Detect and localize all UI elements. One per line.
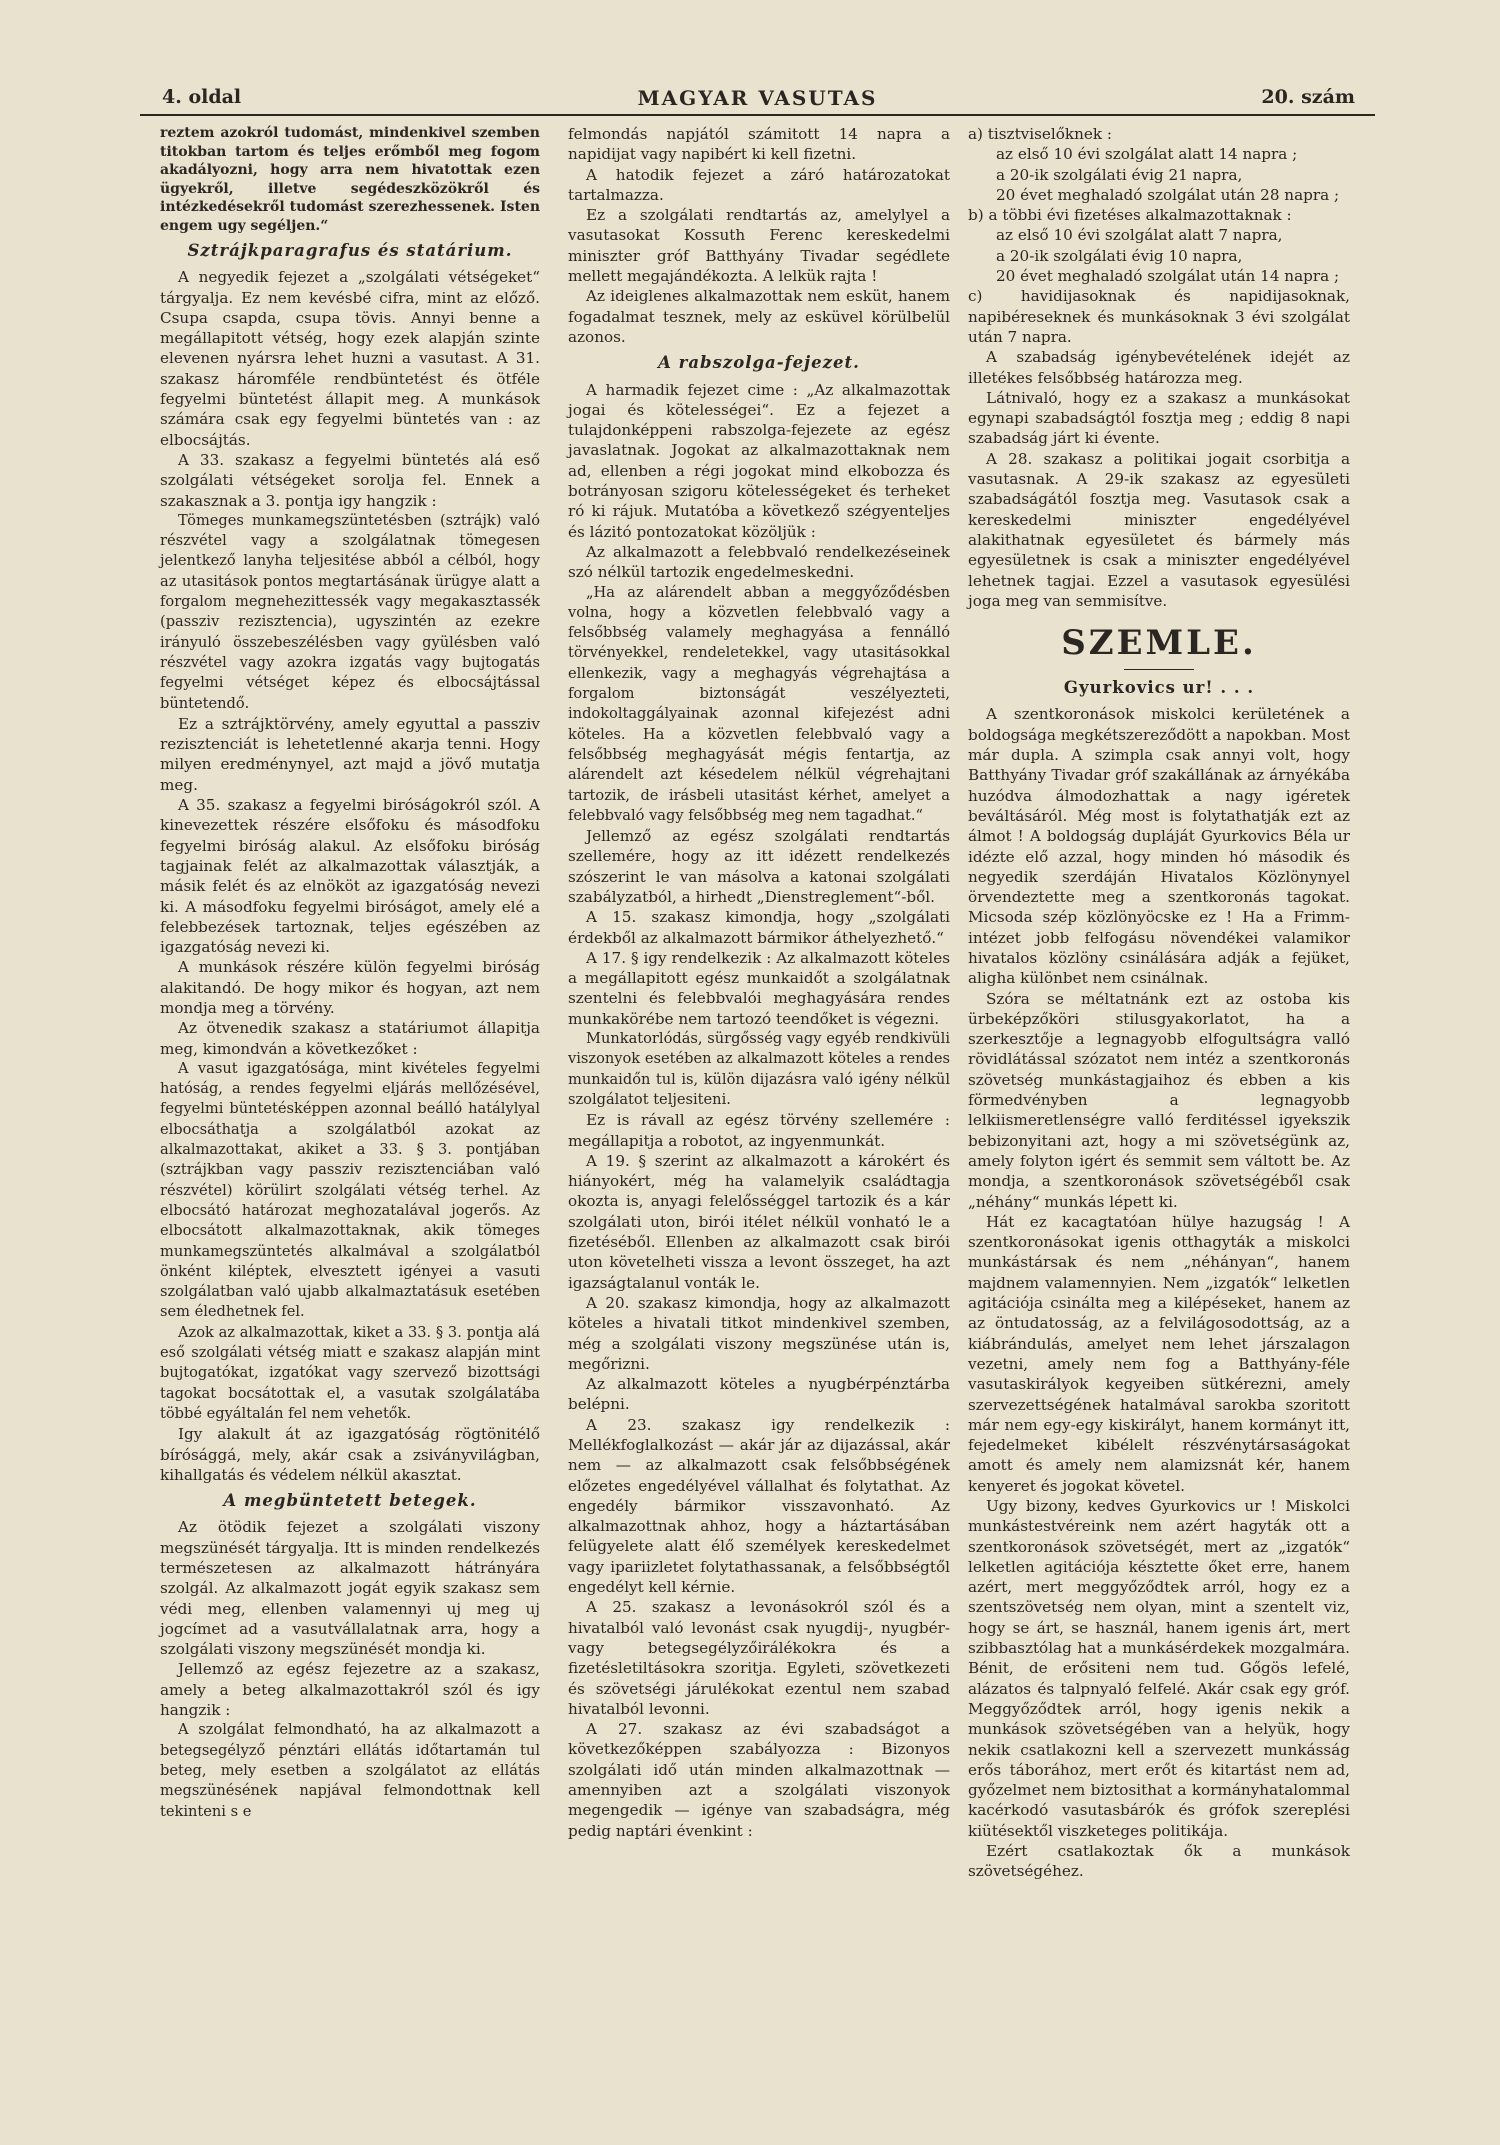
paragraph: A 25. szakasz a levonásokról szól és a hivatalból való levonást csak nyugdij-, nyugbér- vagy betegsegélyzőirálékokra és a fizetésletiltásokra szoritja. Egyleti, szövetkezeti és szövetségi járulékokat ezentul nem szabad hivatalból levonni. [568,1598,950,1718]
paragraph: Az ötödik fejezet a szolgálati viszony megszünését tárgyalja. Itt is minden rendelkezés természetesen az alkalmazott hátrányára szolgál. Az alkalmazott jogát egyik szakasz sem védi meg, ellenben valamennyi uj meg uj jogcímet ad a vasutvállalatnak arra, hogy a szolgálati viszony megszünését mondja ki. [160,1518,540,1659]
paragraph: A harmadik fejezet cime : „Az alkalmazottak jogai és kötelességei“. Ez a fejezet a tulajdonképpeni rabszolga-fejezete az egész javaslatnak. Jogokat az alkalmazottaknak nem ad, ellenben a régi jogokat mind elkobozza és botrányosan szigoru kötelességeket és terheket ró ki rájuk. Mutatóba a következő szégyenteljes és lázitó pontozatokat közöljük : [568,380,950,541]
quoted-paragraph: Azok az alkalmazottak, kiket a 33. § 3. pontja alá eső szolgálati vétség miatt e szakasz alapján mint bujtogatókat, izgatókat vagy szervező bizottsági tagokat bocsátottak el, a vasutak szolgálatába többé egyáltalán fel nem vehetők. [160,1323,540,1422]
paragraph: A szentkoronások miskolci kerületének a boldogsága megkétszereződött a napokban. Most már dupla. A szimpla csak annyi volt, hogy Batthyány Tivadar gróf szakállának az árnyékába huzódva álmodozhattak a nagy igéretek beváltásáról. Még most is folytathatják ezt az álmot ! A boldogság dupláját Gyurkovics Béla ur idézte elő azzal, hogy minden hó második és negyedik szerdáján Hivatalos Közlönynyel örvendeztette meg a szentkoronás tagokat. Micsoda szép közlönyöcske ez ! Ha a Frimm-intézet jobb felfogásu növendékei valamikor hivatalos közlöny csinálására adják a fejüket, aligha különbet nem csinálnak. [968,705,1350,988]
paragraph: felmondás napjától számitott 14 napra a napidijat vagy napibért ki kell fizetni. [568,125,950,164]
paragraph: A 23. szakasz igy rendelkezik : Mellékfoglalkozást — akár jár az dijazással, akár nem — az alkalmazott csak felsőbbségének előzetes engedélyével vállalhat és folytathat. Az engedély bármikor visszavonható. Az alkalmazottnak ahhoz, hogy a háztartásában felügyelete alatt élő személyek kereskedelmet vagy ipariizletet folytathassanak, a felsőbbségtől engedélyt kell kérnie. [568,1415,950,1597]
paragraph: A 17. § igy rendelkezik : Az alkalmazott köteles a megállapitott egész munkaidőt a szolgálatnak szentelni és felebbvalói meghagyására rendes munkakörébe nem tartozó teendőket is végezni. [568,948,950,1028]
column-2 [568,124,950,1841]
paragraph: Ez a szolgálati rendtartás az, amelylyel a vasutasokat Kossuth Ferenc kereskedelmi miniszter gróf Batthyány Tivadar segédlete mellett megajándékozta. A lelkük rajta ! [568,206,950,286]
quoted-paragraph: „Ha az alárendelt abban a meggyőződésben volna, hogy a közvetlen felebbvaló vagy a felsőbbség valamely meghagyása a fennálló törvényekkel, rendeletekkel, vagy utasitásokkal ellenkezik, vagy a meghagyás végrehajtása a forgalom biztonságát veszélyezteti, indokoltaggályainak azonnal kifejezést adni köteles. Ha a közvetlen felebbvaló vagy a felsőbbség meghagyását mégis fentartja, az alárendelt azt késedelem nélkül végrehajtani tartozik, de irásbeli utasitást kérhet, amelyet a felebbvaló vagy felsőbbség meg nem tagadhat.“ [568,583,950,824]
paragraph: Szóra se méltatnánk ezt az ostoba kis ürbeképzőköri stilusgyakorlatot, ha a szerkesztője a legnagyobb elfogultságra valló rövidlátással szózatot nem intéz a szentkoronás szövetség munkástagjaihoz és ebben a kis förmedvényben a legnagyobb lelkiismeretlenségre valló ferditéssel igyekszik bebizonyitani azt, hogy a mi szövetségünk az, amely folyton igért és semmit sem váltott be. Az mondja, a szentkoronások szövetségéből csak „néhány“ munkás lépett ki. [968,989,1350,1211]
paragraph: A szabadság igénybevételének idejét az illetékes felsőbbség határozza meg. [968,348,1350,387]
list-item: az első 10 évi szolgálat alatt 14 napra ; [996,145,1298,164]
divider [1124,669,1194,670]
paragraph: A 33. szakasz a fegyelmi büntetés alá eső szolgálati vétségeket sorolja fel. Ennek a szakasznak a 3. pontja igy hangzik : [160,450,540,510]
quoted-paragraph: Tömeges munkamegszüntetésben (sztrájk) való részvétel vagy a szolgálatnak tömegesen jelentkező lanyha teljesitése abból a célból, hogy az utasitások pontos megtartásának ürügye alatt a forgalom megnehezittessék vagy megakasztassék (passziv rezisztencia), ugyszintén az ezekre irányuló összebeszélésben vagy gyülésben való részvétel vagy azokra izgatás vagy bujtogatás fegyelmi vétséget képez és elbocsájtással büntetendő. [160,511,540,712]
paragraph: Az alkalmazott köteles a nyugbérpénztárba belépni. [568,1375,950,1414]
paragraph: Hát ez kacagtatóan hülye hazugság ! A szentkoronásokat igenis otthagyták a miskolci munkástársak és nem „néhányan“, hanem majdnem valamennyien. Nem „izgatók“ lelketlen agitációja csinálta meg a kilépéseket, hanem az az öntudatosság, az a felvilágosodottság, az a kiábrándulás, amelyet nem lehet járszalagon vezetni, amely nem fog a Batthyány-féle vasutaskirályok kegyeiben sütkérezni, amely szervezettségének hatalmával sarokba szoritott már nem egy-egy kiskirályt, hanem kormányt itt, fejedelmeket kibélelt részvénytársaságokat amott és amely nem alamizsnát kér, hanem kenyeret és jogokat követel. [968,1212,1350,1495]
quoted-paragraph: Munkatorlódás, sürgősség vagy egyéb rendkivüli viszonyok esetében az alkalmazott köteles a rendes munkaidőn tul is, külön dijazásra való igény nélkül szolgálatot teljesiteni. [568,1030,950,1108]
paragraph: A 19. § szerint az alkalmazott a károkért és hiányokért, még ha valamelyik családtagja okozta is, anyagi felelősséggel tartozik és a kár szolgálati uton, birói itélet nélkül vonható le a fizetéséből. Ellenben az alkalmazott csak birói uton követelheti vissza a levont összeget, ha azt igazságtalanul vonták le. [568,1151,950,1292]
section-heading: Sztrájkparagrafus és statárium. [187,241,513,260]
masthead-title: MAGYAR VASUTAS [637,86,878,110]
paragraph: A negyedik fejezet a „szolgálati vétségeket“ tárgyalja. Ez nem kevésbé cifra, mint az előző. Csupa csapda, csupa tövis. Annyi benne a megállapitott vétség, hogy ezek alapján szinte elevenen nyársra lehet huzni a vasutast. A 31. szakasz háromféle rendbüntetést és ötféle fegyelmi büntetést állapit meg. A munkások számára csak egy fegyelmi büntetés van : az elbocsájtás. [160,268,540,449]
paragraph: A 27. szakasz az évi szabadságot a következőképpen szabályozza : Bizonyos szolgálati idő után minden alkalmazottnak — amennyiben azt a szolgálati viszonyok megengedik — igénye van szabadságra, még pedig naptári évenkint : [568,1720,950,1840]
paragraph: A 28. szakasz a politikai jogait csorbitja a vasutasnak. A 29-ik szakasz az egyesületi szabadságától fosztja meg. Vasutasok csak a kereskedelmi miniszter engedélyével alakithatnak egyesületet és bármely más egyesületnek is csak a miniszter engedélyével lehetnek tagjai. Ezzel a vasutasok egyesülési joga meg van semmisítve. [968,449,1350,610]
paragraph: reztem azokról tudomást, mindenkivel szemben titokban tartom és teljes erőmből meg fogom akadályozni, hogy arra nem hivatottak ezen ügyekről, illetve segédeszközökről és intézkedésekről tudomást szerezhessenek. Isten engem ugy segéljen.“ [160,125,540,234]
list-item: b) a többi évi fizetéses alkalmazottaknak : [968,206,1292,225]
page-number: 4. oldal [162,86,242,108]
section-heading: A megbüntetett betegek. [223,1491,477,1511]
paragraph: Ugy bizony, kedves Gyurkovics ur ! Miskolci munkástestvéreink nem azért hagyták ott a szentkoronások szövetségét, mert az „izgatók“ lelketlen agitációja késztette őket erre, hanem azért, mert meggyőződtek arról, hogy ez a szentszövetség nem olyan, mint a szentelt viz, hogy se árt, se használ, hanem igenis árt, mert szibbasztólag hat a munkásérdekek mozgalmára. Bénit, de erősiteni nem tud. Gőgös lefelé, alázatos és talpnyaló felfelé. Akár csak egy gróf. Meggyőződtek arról, hogy igenis nekik a munkások szövetségében van a helyük, hogy nekik csatlakozni kell a szervezett munkásság erős táborához, mert erőt és kitartást nem ad, győzelmet nem biztosithat a kormányhatalommal kacérkodó vasutasbárók és grófok szereplési kiütésektől viszketeges politikája. [968,1497,1350,1840]
column-1 [160,124,540,1822]
paragraph: A munkások részére külön fegyelmi biróság alakitandó. De hogy mikor és hogyan, azt nem mondja meg a törvény. [160,958,540,1017]
paragraph: Ezért csatlakoztak ők a munkások szövetségéhez. [968,1842,1350,1881]
paragraph: Ez is rávall az egész törvény szellemére : megállapitja a robotot, az ingyenmunkát. [568,1111,950,1150]
article-title: Gyurkovics ur! . . . [1063,678,1255,698]
paragraph: Ez a sztrájktörvény, amely egyuttal a passziv rezisztenciát is lehetetlenné akarja tenni. Hogy milyen eredménynyel, azt majd a jövő mutatja meg. [160,714,540,794]
list-item: a 20-ik szolgálati évig 10 napra, [996,246,1243,265]
issue-number: 20. szám [1261,86,1355,108]
paragraph: Látnivaló, hogy ez a szakasz a munkásokat egynapi szabadságtól fosztja meg ; eddig 8 napi szabadság járt ki évente. [968,388,1350,448]
list-item: az első 10 évi szolgálat alatt 7 napra, [996,226,1283,245]
quoted-paragraph: A vasut igazgatósága, mint kivételes fegyelmi hatóság, a rendes fegyelmi eljárás mellőzésével, fegyelmi büntetésképpen azonnal beálló hatálylyal elbocsáthatja a szolgálatból azokat az alkalmazottakat, akiket a 33. § 3. pontjában (sztrájkban vagy passziv rezisztenciában való részvétel) körülirt szolgálati vétség terhel. Az elbocsátó határozat meghozatalával jogerős. Az elbocsátott alkalmazottaknak, akik tömeges munkamegszüntetés alkalmával a szolgálatból önként kiléptek, elvesztett igényei a vasuti szolgálatban való ujabb alkalmaztatásuk esetében sem éledhetnek fel. [160,1059,540,1321]
paragraph: Az ötvenedik szakasz a statáriumot állapitja meg, kimondván a következőket : [160,1019,540,1058]
paragraph: Jellemző az egész szolgálati rendtartás szellemére, hogy az itt idézett rendelkezés szószerint le van másolva a katonai szolgálati szabályzatból, a hirhedt „Dienstreglement“-ből. [568,827,950,906]
paragraph: A 35. szakasz a fegyelmi biróságokról szól. A kinevezettek részére elsőfoku és másodfoku fegyelmi biróság alakul. Az elsőfoku biróság tagjainak felét az alkalmazottak választják, a másik felét és az elnököt az igazgatóság nevezi ki. A másodfoku fegyelmi biróságot, amely elé a felebbezések tartoznak, teljes egészében az igazgatóság nevezi ki. [160,796,540,957]
section-heading: A rabszolga-fejezet. [658,353,860,373]
list-item: a) tisztviselőknek : [968,125,1113,143]
paragraph: A 15. szakasz kimondja, hogy „szolgálati érdekből az alkalmazott bármikor áthelyezhető.“ [568,908,950,947]
paragraph: Az alkalmazott a felebbvaló rendelkezéseinek szó nélkül tartozik engedelmeskedni. [568,542,950,582]
page-header [140,84,1375,116]
list-item: 20 évet meghaladó szolgálat után 14 napra ; [996,267,1340,286]
column-3 [968,124,1350,1882]
paragraph: Jellemző az egész fejezetre az a szakasz, amely a beteg alkalmazottakról szól és igy hangzik : [160,1660,540,1720]
list-item: 20 évet meghaladó szolgálat után 28 napra ; [996,185,1340,204]
quoted-paragraph: A szolgálat felmondható, ha az alkalmazott a betegsegélyző pénztári ellátás időtartamán tul beteg, mely esetben a szolgálatot az ellátás megszünésének napjával felmondottnak kell tekinteni s e [160,1721,540,1820]
paragraph: A hatodik fejezet a záró határozatokat tartalmazza. [568,165,950,204]
paragraph: Az ideiglenes alkalmazottak nem esküt, hanem fogadalmat tesznek, mely az esküvel körülbelül azonos. [568,287,950,346]
list-item: a 20-ik szolgálati évig 21 napra, [996,165,1243,184]
section-title-szemle: SZEMLE. [1061,623,1257,664]
paragraph: Igy alakult át az igazgatóság rögtönitélő bírósággá, mely, akár csak a zsiványvilágban, kihallgatás és védelem nélkül akasztat. [160,1425,540,1484]
list-item: c) havidijasoknak és napidijasoknak, napibéreseknek és munkásoknak 3 évi szolgálat után 7 napra. [968,287,1350,346]
paragraph: A 20. szakasz kimondja, hogy az alkalmazott köteles a hivatali titkot mindenkivel szemben, még a szolgálati viszony megszünése után is, megőrizni. [568,1293,950,1373]
